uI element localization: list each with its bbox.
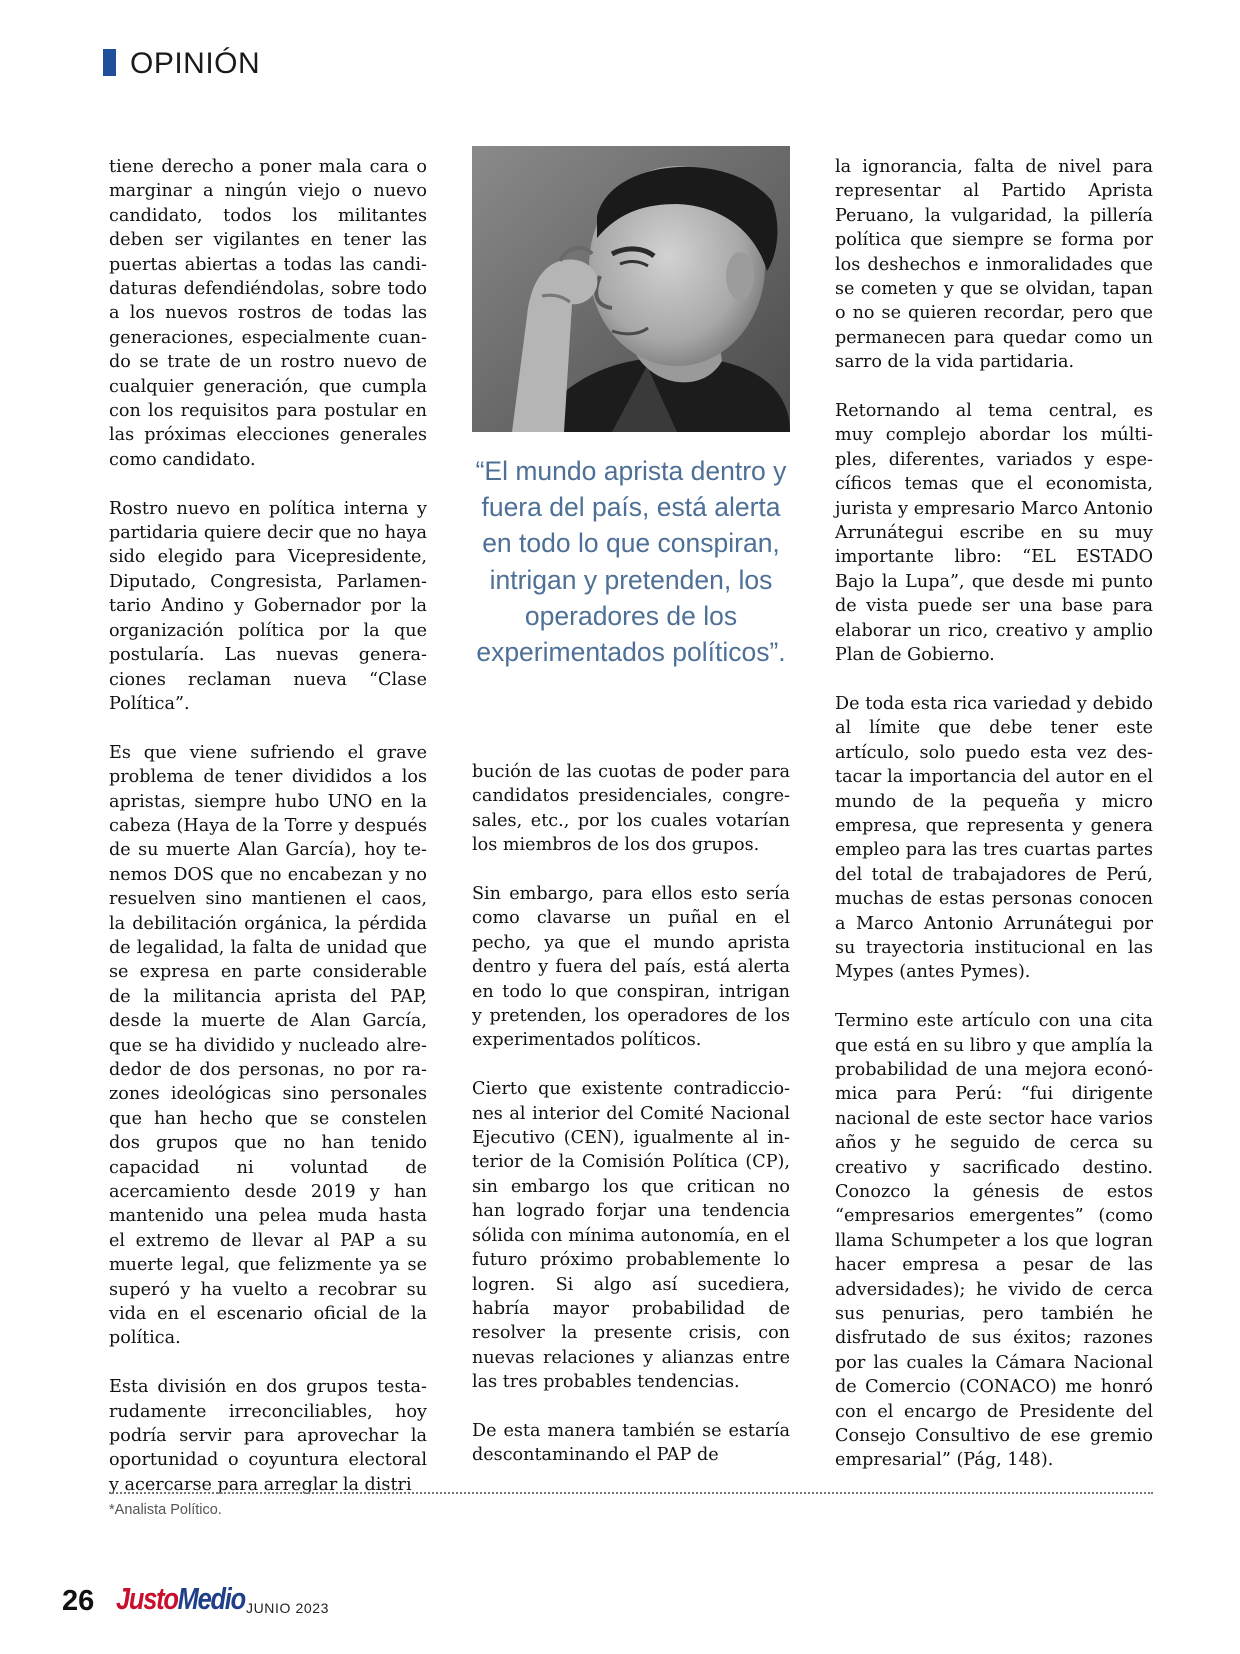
article-column-center: [472, 760, 790, 1468]
issue-date: JUNIO 2023: [246, 1600, 330, 1616]
paragraph: tiene derecho a poner mala cara o marginar a ningún viejo o nuevo candidato, todos los militantes deben ser vigilantes en tener las puertas abiertas a todas las candidaturas defendiéndolas, sobre todo a los nuevos rostros de todas las generaciones, especialmente cuando se trate de un rostro nuevo de cualquier generación, que cumpla con los requisitos para postular en las próximas elecciones generales como candidato.: [109, 157, 427, 470]
logo-word-medio: Medio: [177, 1581, 245, 1616]
paragraph: Sin embargo, para ellos esto sería como clavarse un puñal en el pecho, ya que el mundo aprista dentro y fuera del país, está alerta en todo lo que conspiran, intrigan y pretenden, los operadores de los experimentados políticos.: [472, 884, 790, 1051]
paragraph: Es que viene sufriendo el grave problema de tener divididos a los apristas, siempre hubo UNO en la cabeza (Haya de la Torre y después de su muerte Alan García), hoy tenemos DOS que no encabezan y no resuelven sino mantienen el caos, la debilitación orgánica, la pérdida de legalidad, la falta de unidad que se expresa en parte considerable de la militancia aprista del PAP, desde la muerte de Alan García, que se ha dividido y nucleado alrededor de dos personas, no por razones ideológicas sino personales que han hecho que se constelen dos grupos que no han tenido capacidad ni voluntad de acercamiento desde 2019 y han mantenido una pelea muda hasta el extremo de llevar al PAP a su muerte legal, que felizmente ya se superó y ha vuelto a recobrar su vida en el escenario oficial de la política.: [109, 742, 427, 1349]
paragraph: De esta manera también se estaría descontaminando el PAP de: [472, 1420, 790, 1466]
article-column-left: [109, 155, 427, 1497]
section-marker: [103, 49, 116, 76]
paragraph: Cierto que existente contradicciones al interior del Comité Nacional Ejecutivo (CEN), igualmente al interior de la Comisión Política (CP), sin embargo los que critican no han logrado forjar una tendencia sólida con mínima autonomía, en el futuro próximo probablemente lo logren. Si algo así sucediera, habría mayor probabilidad de resolver la presente crisis, con nuevas relaciones y alianzas entre las tres probables tendencias.: [472, 1079, 790, 1393]
footnote: *Analista Político.: [109, 1502, 222, 1518]
magazine-logo: [116, 1580, 245, 1618]
paragraph: la ignorancia, falta de nivel para representar al Partido Aprista Peruano, la vulgaridad, la pillería política que siempre se forma por los deshechos e inmoralidades que se cometen y que se olvidan, tapan o no se quieren recordar, pero que permanecen para quedar como un sarro de la vida partidaria.: [835, 157, 1153, 373]
logo-word-justo: Justo: [116, 1581, 178, 1616]
paragraph: Esta división en dos grupos testarudamente irreconciliables, hoy podría servir para aprovechar la oportunidad o coyuntura electoral y acercarse para arreglar la distri: [109, 1377, 427, 1495]
paragraph: bución de las cuotas de poder para candidatos presidenciales, congresales, etc., por los cuales votarían los miembros de los dos grupos.: [472, 762, 790, 856]
paragraph: Termino este artículo con una cita que está en su libro y que amplía la probabilidad de una mejora económica para Perú: “fui dirigente nacional de este sector hace varios años y he seguido de cerca su creativo y sacrificado destino. Conozco la génesis de estos “empresarios emergentes” (como llama Schumpeter a los que logran hacer empresa a pesar de las adversidades); he vivido de cerca sus penurias, pero también he disfrutado de sus éxitos; razones por las cuales la Cámara Nacional de Comercio (CONACO) me honró con el encargo de Presidente del Consejo Consultivo de ese gremio empresarial” (Pág, 148).: [835, 1011, 1153, 1471]
pull-quote: “El mundo aprista dentro y fuera del país, está alerta en todo lo que conspiran, intrigan y pretenden, los operadores de los experimentados políticos”.: [475, 456, 787, 668]
page-number: 26: [62, 1585, 95, 1617]
portrait-photo: [472, 146, 790, 432]
paragraph: De toda esta rica variedad y debido al límite que debe tener este artículo, solo puedo esta vez destacar la importancia del autor en el mundo de la pequeña y micro empresa, que representa y genera empleo para las tres cuartas partes del total de trabajadores de Perú, muchas de estas personas conocen a Marco Antonio Arrunátegui por su trayectoria institucional en las Mypes (antes Pymes).: [835, 693, 1153, 983]
footnote-divider: [109, 1492, 1153, 1494]
section-title: OPINIÓN: [130, 47, 261, 80]
paragraph: Retornando al tema central, es muy complejo abordar los múltiples, diferentes, variados y específicos temas que el economista, jurista y empresario Marco Antonio Arrunátegui escribe en su muy importante libro: “EL ESTADO Bajo la Lupa”, que desde mi punto de vista puede ser una base para elaborar un rico, creativo y amplio Plan de Gobierno.: [835, 401, 1153, 666]
article-column-right: [835, 155, 1153, 1473]
paragraph: Rostro nuevo en política interna y partidaria quiere decir que no haya sido elegido para Vicepresidente, Diputado, Congresista, Parlamentario Andino y Gobernador por la organización política por la que postularía. Las nuevas generaciones reclaman nueva “Clase Política”.: [109, 498, 427, 714]
